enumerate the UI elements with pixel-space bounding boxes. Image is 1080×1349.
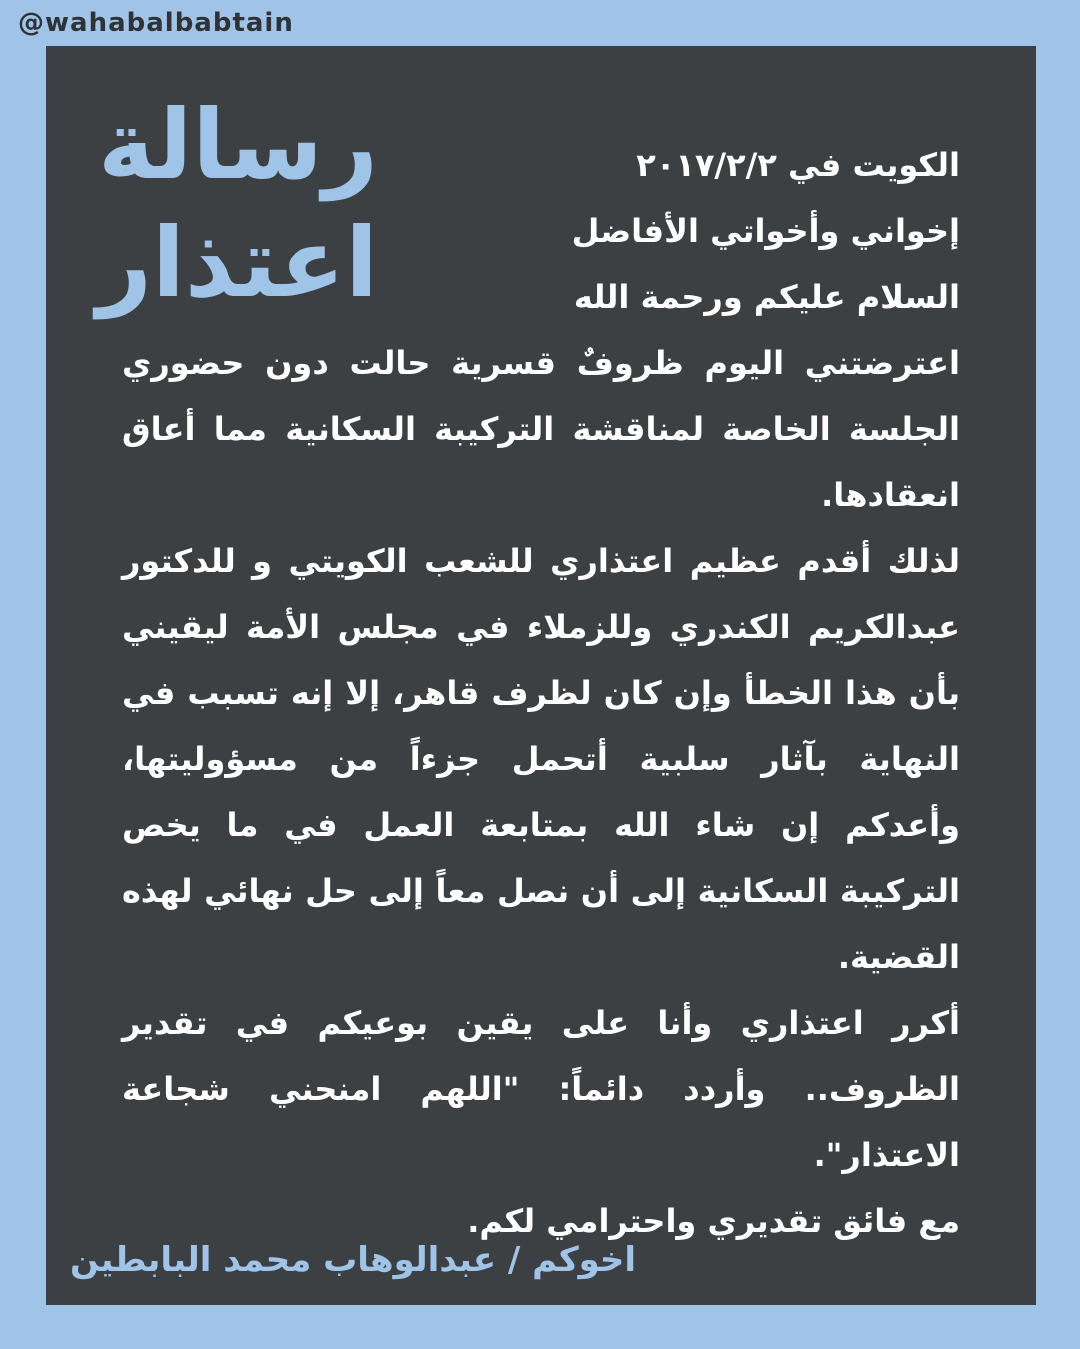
title-line-2: اعتذار (96, 207, 378, 319)
paragraph-3: أكرر اعتذاري وأنا على يقين بوعيكم في تقدير الظروف.. وأردد دائماً: "اللهم امنحني شجاعة الاعتذار". (122, 1004, 960, 1174)
letter-card (46, 46, 1036, 1305)
date-line: الكويت في ٢٠١٧/٢/٢ (636, 146, 960, 184)
greeting-line: إخواني وأخواتي الأفاضل (571, 212, 960, 250)
letter-header (530, 132, 960, 330)
account-handle: @wahabalbabtain (18, 8, 294, 38)
salutation-line: السلام عليكم ورحمة الله (573, 278, 960, 316)
closing-line: مع فائق تقديري واحترامي لكم. (467, 1202, 960, 1240)
paragraph-1: اعترضتني اليوم ظروفٌ قسرية حالت دون حضوري الجلسة الخاصة لمناقشة التركيبة السكانية مما أعاق انعقادها. (122, 344, 960, 514)
signature: اخوكم / عبدالوهاب محمد البابطين (70, 1240, 637, 1280)
page-title (98, 86, 378, 322)
title-line-1: رسالة (98, 89, 378, 201)
paragraph-2: لذلك أقدم عظيم اعتذاري للشعب الكويتي و للدكتور عبدالكريم الكندري وللزملاء في مجلس الأمة ليقيني بأن هذا الخطأ وإن كان لظرف قاهر، إلا إنه تسبب في النهاية بآثار سلبية أتحمل جزءاً من مسؤوليتها، وأعدكم إن شاء الله بمتابعة العمل في ما يخص التركيبة السكانية إلى أن نصل معاً إلى حل نهائي لهذه القضية. (122, 542, 960, 976)
letter-body (122, 330, 960, 1254)
